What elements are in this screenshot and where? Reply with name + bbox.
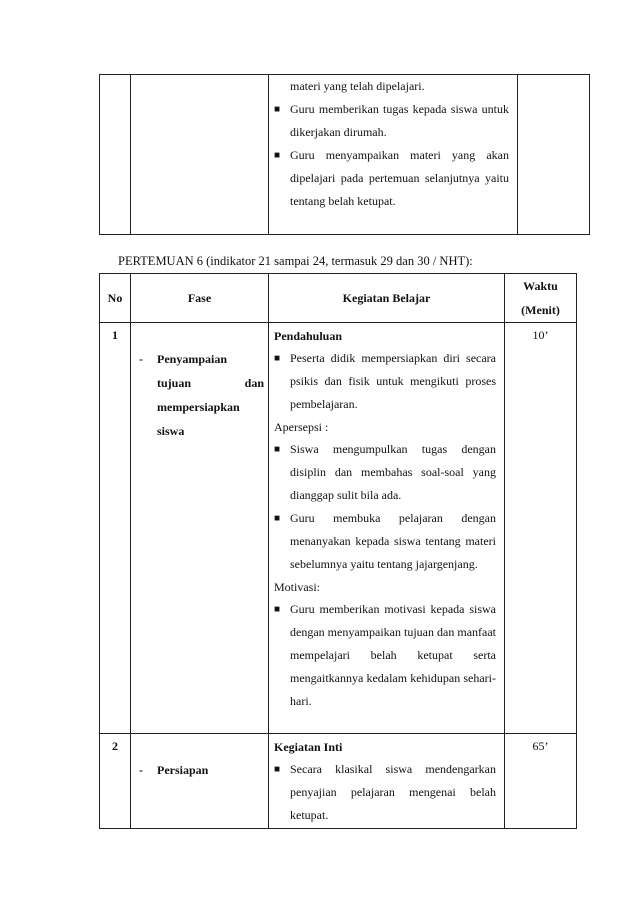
header-kegiatan: Kegiatan Belajar: [269, 274, 505, 323]
table-row: [100, 323, 577, 734]
bullet-icon: ■: [274, 353, 281, 364]
fase-text: Penyampaian tujuan dan mempersiapkan siswa: [157, 352, 264, 438]
list-item: ■ Secara klasikal siswa mendengarkan penyajian pelajaran mengenai belah ketupat.: [274, 758, 496, 827]
section-heading: Pendahuluan: [274, 329, 343, 343]
kegiatan-cell: [269, 323, 505, 734]
bullet-icon: ■: [274, 150, 281, 161]
list-item: ■ Peserta didik mempersiapkan diri secara psikis dan fisik untuk mengikuti proses pembelajaran.: [274, 347, 496, 416]
bullet-icon: ■: [274, 104, 281, 115]
list-item: ■ Guru membuka pelajaran dengan menanyakan kepada siswa tentang materi sebelumnya yaitu tentang jajargenjang.: [274, 507, 496, 576]
header-no: No: [100, 274, 131, 323]
fase-cell: [131, 75, 269, 235]
bullet-icon: ■: [274, 764, 281, 775]
header-waktu: Waktu (Menit): [505, 274, 577, 323]
list-item: ■ Guru memberikan motivasi kepada siswa dengan menyampaikan tujuan dan manfaat mempelajari belah ketupat serta mengaitkannya kedalam kehidupan sehari-hari.: [274, 598, 496, 713]
table-row: [100, 734, 577, 829]
fase-cell: - Persiapan: [131, 734, 269, 829]
fase-cell: - Penyampaian tujuan dan mempersiapkan siswa: [131, 323, 269, 734]
list-item: ■ Guru memberikan tugas kepada siswa untuk dikerjakan dirumah.: [274, 98, 509, 144]
waktu-cell: [518, 75, 590, 235]
bullet-icon: ■: [274, 444, 281, 455]
fase-text: Persiapan: [157, 763, 209, 777]
list-item: ■ Guru menyampaikan materi yang akan dipelajari pada pertemuan selanjutnya yaitu tentang belah ketupat.: [274, 144, 509, 213]
meeting-caption: PERTEMUAN 6 (indikator 21 sampai 24, termasuk 29 dan 30 / NHT):: [118, 254, 473, 268]
kegiatan-cell: [269, 734, 505, 829]
table-row: [100, 75, 590, 235]
motivasi-label: Motivasi:: [274, 580, 321, 594]
continued-table: [99, 74, 590, 235]
lesson-table: [99, 273, 577, 829]
row-number: 1: [100, 323, 131, 734]
section-heading: Kegiatan Inti: [274, 740, 343, 754]
waktu-value: 65’: [505, 734, 577, 829]
bullet-icon: ■: [274, 604, 281, 615]
list-item: materi yang telah dipelajari.: [290, 79, 425, 93]
header-fase: Fase: [131, 274, 269, 323]
bullet-icon: ■: [274, 513, 281, 524]
no-cell: [100, 75, 131, 235]
row-number: 2: [100, 734, 131, 829]
list-item: ■ Siswa mengumpulkan tugas dengan disiplin dan membahas soal-soal yang dianggap sulit bila ada.: [274, 438, 496, 507]
apersepsi-label: Apersepsi :: [274, 420, 329, 434]
header-row: [100, 274, 577, 323]
waktu-value: 10’: [505, 323, 577, 734]
kegiatan-cell: [269, 75, 518, 235]
